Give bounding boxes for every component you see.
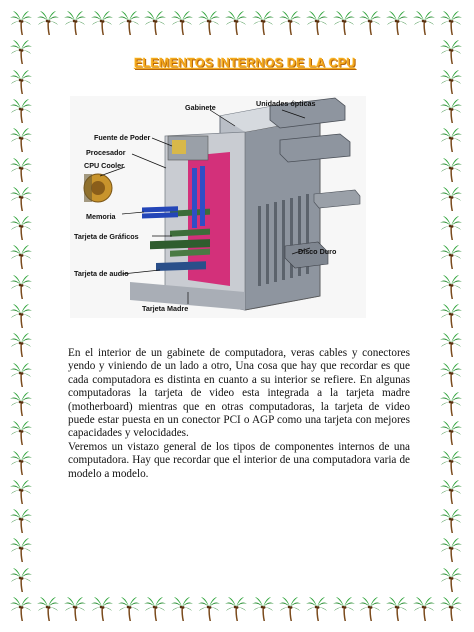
palm-tree-icon — [198, 596, 220, 622]
palm-tree-icon — [440, 420, 462, 446]
palm-tree-icon — [10, 479, 32, 505]
palm-tree-icon — [10, 127, 32, 153]
body-text — [68, 347, 410, 481]
palm-tree-icon — [10, 39, 32, 65]
label-cpu-cooler: CPU Cooler — [84, 161, 124, 170]
palm-tree-icon — [279, 596, 301, 622]
palm-tree-icon — [10, 215, 32, 241]
palm-tree-icon — [440, 537, 462, 563]
palm-tree-icon — [440, 127, 462, 153]
palm-tree-icon — [10, 10, 32, 36]
palm-tree-icon — [386, 10, 408, 36]
palm-tree-icon — [440, 39, 462, 65]
palm-tree-icon — [333, 10, 355, 36]
paragraph-1: En el interior de un gabinete de computadora, veras cables y conectores yendo y viniendo de un lado a otro, Una cosa que hay que recordar es que cada computadora es distinta en cuanto a su interior se refiere. En algunas computadoras la tarjeta de video esta integrada a la tarjeta madre (motherboard) mientras que en otras computadoras, la tarjeta de video puede estar puesta en un conector PCI o AGP como una tarjeta con mejores capacidades y velocidades. — [68, 347, 410, 440]
palm-tree-icon — [440, 10, 462, 36]
label-tarjeta-graficos: Tarjeta de Gráficos — [74, 232, 139, 241]
palm-tree-icon — [10, 186, 32, 212]
palm-tree-icon — [10, 362, 32, 388]
palm-tree-icon — [413, 596, 435, 622]
cpu-diagram — [70, 96, 366, 318]
label-tarjeta-audio: Tarjeta de audio — [74, 269, 129, 278]
label-gabinete: Gabinete — [185, 103, 216, 112]
palm-tree-icon — [10, 596, 32, 622]
palm-tree-icon — [386, 596, 408, 622]
palm-tree-icon — [440, 303, 462, 329]
palm-tree-icon — [171, 596, 193, 622]
palm-tree-icon — [64, 596, 86, 622]
palm-tree-icon — [10, 98, 32, 124]
label-tarjeta-madre: Tarjeta Madre — [142, 304, 189, 313]
palm-tree-icon — [225, 596, 247, 622]
palm-tree-icon — [440, 244, 462, 270]
palm-tree-icon — [413, 10, 435, 36]
palm-tree-icon — [440, 508, 462, 534]
palm-tree-icon — [10, 69, 32, 95]
palm-tree-icon — [440, 391, 462, 417]
paragraph-2: Veremos un vistazo general de los tipos de componentes internos de una computadora. Hay que recordar que el interior de una computadora varia de modelo a modelo. — [68, 440, 410, 480]
palm-tree-icon — [333, 596, 355, 622]
palm-tree-icon — [306, 10, 328, 36]
palm-tree-icon — [10, 157, 32, 183]
palm-tree-icon — [10, 508, 32, 534]
palm-tree-icon — [440, 479, 462, 505]
page-title: ELEMENTOS INTERNOS DE LA CPU — [134, 56, 356, 70]
palm-tree-icon — [91, 10, 113, 36]
palm-tree-icon — [118, 596, 140, 622]
palm-tree-icon — [252, 10, 274, 36]
palm-tree-icon — [225, 10, 247, 36]
label-procesador: Procesador — [86, 148, 126, 157]
palm-tree-icon — [440, 157, 462, 183]
palm-tree-icon — [91, 596, 113, 622]
palm-tree-icon — [440, 362, 462, 388]
palm-tree-icon — [198, 10, 220, 36]
palm-tree-icon — [10, 391, 32, 417]
palm-tree-icon — [171, 10, 193, 36]
palm-tree-icon — [440, 215, 462, 241]
label-memoria: Memoria — [86, 212, 116, 221]
palm-tree-icon — [37, 10, 59, 36]
label-unidades-opticas: Unidades ópticas — [256, 99, 316, 108]
label-disco-duro: Disco Duro — [298, 247, 337, 256]
palm-tree-icon — [10, 303, 32, 329]
palm-tree-icon — [10, 450, 32, 476]
palm-tree-icon — [359, 10, 381, 36]
palm-tree-icon — [10, 567, 32, 593]
palm-tree-icon — [10, 274, 32, 300]
palm-tree-icon — [10, 420, 32, 446]
palm-tree-icon — [440, 69, 462, 95]
palm-tree-icon — [306, 596, 328, 622]
palm-tree-icon — [279, 10, 301, 36]
palm-tree-icon — [252, 596, 274, 622]
palm-tree-icon — [440, 186, 462, 212]
palm-tree-icon — [359, 596, 381, 622]
palm-tree-icon — [144, 10, 166, 36]
palm-tree-icon — [440, 274, 462, 300]
palm-tree-icon — [440, 332, 462, 358]
palm-tree-icon — [37, 596, 59, 622]
palm-tree-icon — [118, 10, 140, 36]
palm-tree-icon — [64, 10, 86, 36]
palm-tree-icon — [10, 244, 32, 270]
palm-tree-icon — [440, 596, 462, 622]
palm-tree-icon — [440, 567, 462, 593]
palm-tree-icon — [10, 332, 32, 358]
palm-tree-icon — [440, 98, 462, 124]
palm-tree-icon — [440, 450, 462, 476]
label-fuente-poder: Fuente de Poder — [94, 133, 151, 142]
palm-tree-icon — [10, 537, 32, 563]
palm-tree-icon — [144, 596, 166, 622]
